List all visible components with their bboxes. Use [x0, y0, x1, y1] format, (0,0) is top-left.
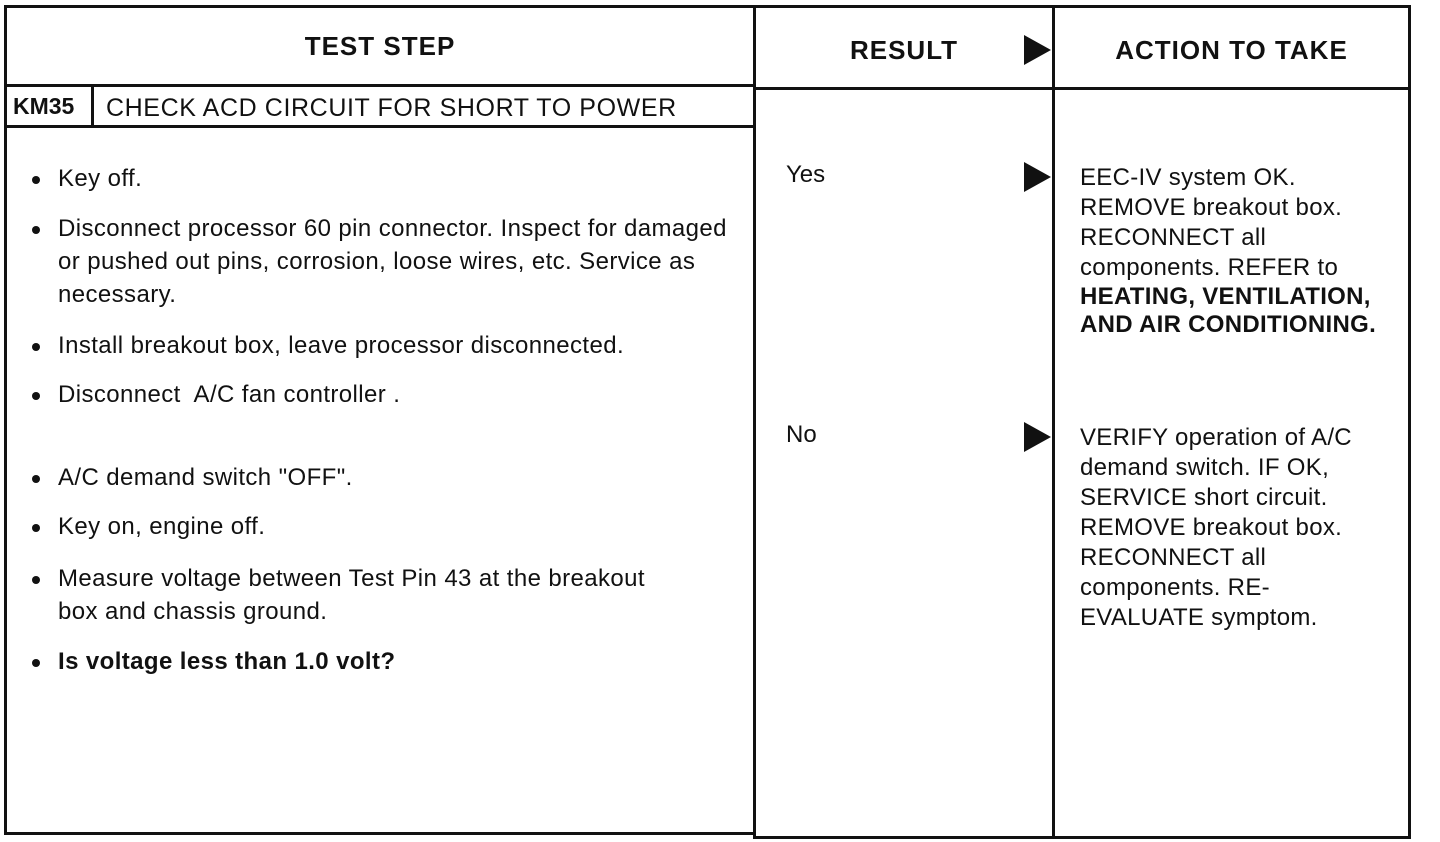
bullet-text: Key off. — [58, 165, 143, 192]
header-bottom-border-left — [6, 84, 756, 87]
bullet-text: Disconnect A/C fan controller . — [58, 381, 401, 408]
bullet-dot-icon — [32, 176, 40, 184]
bullet-item — [28, 510, 748, 543]
bullet-dot-icon — [32, 524, 40, 532]
bullet-item — [28, 378, 748, 411]
action-no — [1080, 423, 1390, 633]
step-id-divider — [91, 86, 94, 127]
bullet-dot-icon — [32, 576, 40, 584]
bullet-item — [28, 212, 740, 311]
table-bottom-border-right — [753, 836, 1411, 839]
action-no-text: VERIFY operation of A/C demand switch. IF OK, SERVICE short circuit. REMOVE breakout box. RECONNECT all components. RE-EVALUATE symptom. — [1080, 424, 1352, 631]
bullet-dot-icon — [32, 659, 40, 667]
bullet-dot-icon — [32, 392, 40, 400]
action-yes-reference-line1: HEATING, VENTILATION, — [1080, 283, 1371, 310]
action-yes-reference-line2: AND AIR CONDITIONING. — [1080, 311, 1377, 338]
bullet-text: Disconnect processor 60 pin connector. Inspect for damaged or pushed out pins, corrosion, loose wires, etc. Service as necessary. — [58, 215, 727, 308]
bullet-item — [28, 329, 748, 362]
table-top-border — [6, 5, 1411, 8]
step-id: KM35 — [13, 93, 75, 119]
table-bottom-border-left — [6, 832, 756, 835]
bullet-dot-icon — [32, 475, 40, 483]
result-no-arrow-icon — [1024, 422, 1051, 452]
step-row-bottom-border — [6, 125, 756, 128]
result-yes: Yes — [786, 161, 826, 188]
column-divider-action — [1052, 5, 1055, 839]
step-title: CHECK ACD CIRCUIT FOR SHORT TO POWER — [106, 94, 677, 122]
bullet-text: A/C demand switch "OFF". — [58, 464, 353, 491]
bullet-item — [28, 461, 748, 494]
table-left-border — [4, 5, 7, 835]
action-yes — [1080, 163, 1402, 339]
header-result: RESULT — [849, 35, 959, 65]
bullet-dot-icon — [32, 226, 40, 234]
table-right-border — [1408, 5, 1411, 839]
header-bottom-border-right — [753, 87, 1411, 90]
column-divider-result — [753, 5, 756, 839]
bullet-text: Measure voltage between Test Pin 43 at the breakout box and chassis ground. — [58, 565, 645, 625]
result-no: No — [786, 421, 817, 448]
header-result-arrow-icon — [1024, 35, 1051, 65]
bullet-dot-icon — [32, 343, 40, 351]
bullet-text: Is voltage less than 1.0 volt? — [58, 648, 396, 675]
header-action: ACTION TO TAKE — [1115, 35, 1348, 65]
bullet-text: Install breakout box, leave processor disconnected. — [58, 332, 625, 359]
bullet-item — [28, 162, 748, 195]
result-yes-arrow-icon — [1024, 162, 1051, 192]
bullet-item — [28, 562, 668, 628]
action-yes-text: EEC-IV system OK. REMOVE breakout box. RECONNECT all components. REFER to — [1080, 164, 1343, 281]
bullet-text: Key on, engine off. — [58, 513, 266, 540]
header-test-step: TEST STEP — [304, 31, 456, 61]
bullet-item-question — [28, 645, 748, 678]
